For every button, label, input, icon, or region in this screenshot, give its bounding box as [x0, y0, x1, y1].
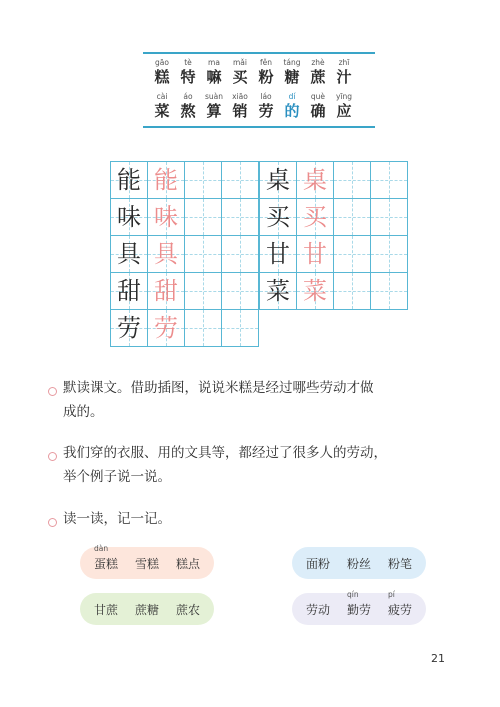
- vocab-char: áo 熬: [180, 92, 196, 120]
- vocab-char: zhè 蔗: [310, 58, 326, 86]
- grid-cell-trace: 桌: [297, 162, 334, 199]
- vocab-char: táng 糖: [283, 58, 301, 86]
- grid-cell-empty[interactable]: [222, 236, 259, 273]
- grid-cell-model: 甜: [111, 273, 148, 310]
- grid-cell-model: 买: [260, 199, 297, 236]
- vocab-char: cài 菜: [154, 92, 170, 120]
- grid-cell-trace: 劳: [148, 310, 185, 347]
- grid-cell-model: 能: [111, 162, 148, 199]
- pinyin-annotation: dàn: [94, 543, 109, 553]
- word-item: 粉笔: [388, 556, 413, 571]
- vocabulary-panel: [143, 52, 375, 128]
- grid-cells-left: [110, 161, 259, 347]
- word-group-labor: [292, 589, 426, 625]
- page-number: 21: [431, 652, 445, 665]
- vocab-char: ma 嘛: [206, 58, 222, 86]
- grid-cells-right: [259, 161, 408, 310]
- grid-cell-trace: 具: [148, 236, 185, 273]
- grid-cell-model: 菜: [260, 273, 297, 310]
- word-item: qín 勤劳: [347, 589, 372, 617]
- grid-cell-trace: 甜: [148, 273, 185, 310]
- bottom-rule: [143, 126, 375, 128]
- grid-cell-empty[interactable]: [222, 273, 259, 310]
- grid-cell-empty[interactable]: [371, 236, 408, 273]
- grid-cell-trace: 甘: [297, 236, 334, 273]
- word-item: 劳动: [306, 602, 331, 617]
- task-1-line-1: 默读课文。借助插图，说说米糕是经过哪些劳动才做: [63, 380, 374, 396]
- vocab-char-highlighted: dí 的: [284, 92, 300, 120]
- vocab-char: suàn 算: [204, 92, 223, 120]
- vocab-char: zhī 汁: [336, 58, 352, 86]
- task-2-line-1: 我们穿的衣服、用的文具等，都经过了很多人的劳动，: [63, 445, 387, 461]
- word-item: 蔗糖: [135, 602, 160, 617]
- grid-cell-empty[interactable]: [222, 162, 259, 199]
- word-item: 甘蔗: [94, 602, 119, 617]
- task-1: [63, 376, 374, 424]
- grid-cell-empty[interactable]: [222, 199, 259, 236]
- word-item: 蔗农: [176, 602, 201, 617]
- word-item: pí 疲劳: [388, 589, 413, 617]
- grid-cell-empty[interactable]: [185, 310, 222, 347]
- grid-cell-empty[interactable]: [185, 236, 222, 273]
- grid-cell-trace: 能: [148, 162, 185, 199]
- grid-cell-trace: 买: [297, 199, 334, 236]
- vocab-char: gāo 糕: [154, 58, 170, 86]
- grid-cell-model: 甘: [260, 236, 297, 273]
- grid-cell-model: 劳: [111, 310, 148, 347]
- task-2-line-2: 举个例子说一说。: [63, 469, 171, 485]
- word-item: dàn 蛋糕: [94, 543, 119, 571]
- grid-cell-empty[interactable]: [185, 162, 222, 199]
- vocab-char: yīng 应: [335, 92, 353, 120]
- vocab-row-2: [149, 92, 357, 120]
- word-item: 雪糕: [135, 556, 160, 571]
- grid-cell-empty[interactable]: [334, 199, 371, 236]
- task-1-line-2: 成的。: [63, 404, 104, 420]
- grid-cell-empty[interactable]: [334, 273, 371, 310]
- word-item: 糕点: [176, 556, 201, 571]
- vocab-char: láo 劳: [258, 92, 274, 120]
- grid-cell-empty[interactable]: [371, 199, 408, 236]
- pinyin-annotation: qín: [347, 589, 359, 599]
- vocab-char: tè 特: [180, 58, 196, 86]
- top-rule: [143, 52, 375, 54]
- grid-cell-empty[interactable]: [222, 310, 259, 347]
- vocab-row-1: [149, 58, 357, 86]
- grid-cell-empty[interactable]: [185, 199, 222, 236]
- word-group-powder: [292, 547, 426, 579]
- vocab-char: xiāo 销: [232, 92, 248, 120]
- grid-cell-empty[interactable]: [185, 273, 222, 310]
- grid-cell-empty[interactable]: [371, 162, 408, 199]
- grid-cell-empty[interactable]: [334, 162, 371, 199]
- word-item: 粉丝: [347, 556, 372, 571]
- task-3: [63, 507, 171, 531]
- task-bullet-icon: [48, 518, 57, 527]
- grid-cell-empty[interactable]: [334, 236, 371, 273]
- vocab-char: què 确: [310, 92, 326, 120]
- grid-cell-empty[interactable]: [371, 273, 408, 310]
- task-2: [63, 441, 387, 489]
- word-item: 面粉: [306, 556, 331, 571]
- grid-cell-trace: 菜: [297, 273, 334, 310]
- grid-cell-model: 味: [111, 199, 148, 236]
- grid-cell-model: 具: [111, 236, 148, 273]
- vocab-char: fěn 粉: [258, 58, 274, 86]
- vocab-char: mǎi 买: [232, 58, 248, 86]
- task-bullet-icon: [48, 452, 57, 461]
- word-group-cake: [80, 543, 214, 579]
- pinyin-annotation: pí: [388, 589, 395, 599]
- grid-cell-trace: 味: [148, 199, 185, 236]
- grid-cell-model: 桌: [260, 162, 297, 199]
- task-3-line-1: 读一读，记一记。: [63, 511, 171, 527]
- task-bullet-icon: [48, 387, 57, 396]
- word-group-cane: [80, 593, 214, 625]
